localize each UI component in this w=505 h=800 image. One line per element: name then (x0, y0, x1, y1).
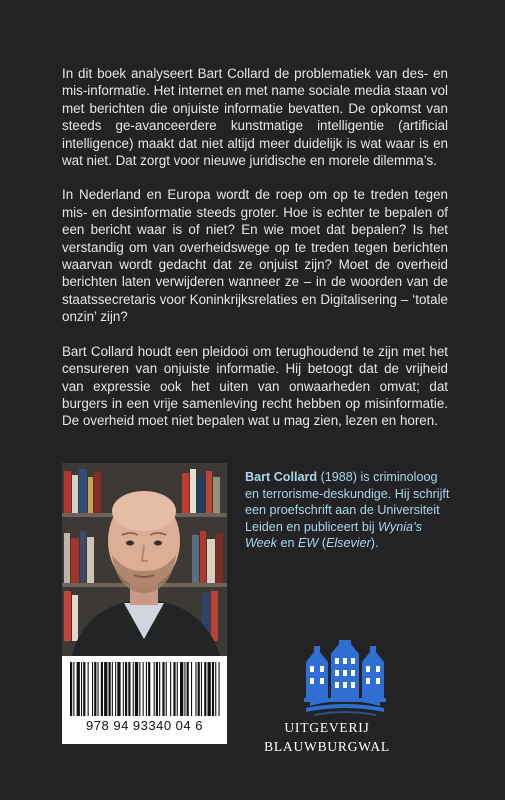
barcode-bar (128, 662, 130, 716)
barcode-bar (187, 662, 189, 716)
barcode-bar (154, 662, 155, 716)
barcode-bar (123, 662, 124, 716)
back-cover-blurb (62, 65, 448, 447)
barcode-bar (159, 662, 160, 716)
barcode-bar (112, 662, 113, 716)
barcode-bar (98, 662, 99, 716)
barcode-bar (191, 662, 192, 716)
publisher-line-2: BLAUWBURGWAL (264, 739, 390, 754)
barcode-bar (170, 662, 171, 716)
barcode-bar (143, 662, 144, 716)
barcode-bar (204, 662, 206, 716)
barcode-bar (117, 662, 120, 716)
canal-houses-icon (300, 640, 390, 718)
bio-text: (1988) is criminoloog en terrorisme-deskundige. Hij schrijft een proefschrift aan de Universiteit Leiden en publiceert bij (245, 470, 450, 534)
barcode-bar (73, 662, 74, 716)
author-portrait-illustration (62, 463, 227, 656)
publisher-name (232, 718, 422, 756)
publication-elsevier: Elsevier (325, 536, 371, 551)
bio-and: en (276, 536, 298, 551)
barcode-bar (94, 662, 96, 716)
barcode-bar (162, 662, 164, 716)
barcode-bar (133, 662, 134, 716)
barcode-bars (68, 662, 221, 716)
blurb-paragraph-1: In dit boek analyseert Bart Collard de problematiek van des- en mis-informatie. Het internet en met name sociale media staan vol met berichten die onjuiste informatie bevatten. De opkomst van steeds ge-avanceerdere kunstmatige intelligentie (artificial intelligence) maakt dat niet altijd meer duidelijk is wat waar is en wat niet. Dat zorgt voor nieuwe juridische en morele dilemma’s. (62, 66, 448, 169)
barcode-bar (77, 662, 80, 716)
publication-wynias-week: Wynia’s Week (245, 519, 422, 551)
blurb-paragraph-2: In Nederland en Europa wordt de roep om op te treden tegen mis- en desinformatie steeds groter. Hoe is echter te bepalen of een bericht waar is of niet? En wie moet dat bepalen? Is het verstandig om van overheidswege op te treden tegen berichten waarvan wordt gedacht dat ze onjuist zijn? Moet de overheid berichten laten verwijderen wanneer ze – in de woorden van de staatssecretaris voor Koninkrijksrelaties en Digitalisering – ‘totale onzin’ zijn? (62, 187, 448, 325)
barcode-bar (81, 662, 82, 716)
bio-paren-open: ( (318, 536, 326, 551)
barcode-bar (198, 662, 200, 716)
barcode-bar (88, 662, 89, 716)
barcode-bar (166, 662, 167, 716)
publisher-logo (300, 640, 390, 718)
barcode-bar (109, 662, 111, 716)
author-name: Bart Collard (245, 470, 318, 484)
author-bio (245, 469, 450, 552)
barcode-bar (146, 662, 147, 716)
barcode-bar (92, 662, 93, 716)
barcode-bar (135, 662, 138, 716)
barcode-bar (115, 662, 116, 716)
barcode-bar (208, 662, 211, 716)
barcode-bar (104, 662, 107, 716)
blurb-paragraph-3: Bart Collard houdt een pleidooi om terughoudend te zijn met het censureren van onjuiste informatie. Hij betoogt dat de vrijheid van expressie ook het uiten van onwaarheden omvat; dat burgers in een vrije samenleving recht hebben op misinformatie. De overheid moet niet bepalen wat u mag zien, lezen en horen. (62, 343, 448, 429)
barcode-bar (195, 662, 196, 716)
barcode-bar (173, 662, 175, 716)
barcode-bar (101, 662, 103, 716)
barcode-bar (201, 662, 202, 716)
barcode-bar (215, 662, 216, 716)
barcode-bar (139, 662, 140, 716)
bio-paren-close: ). (370, 536, 379, 551)
publisher-line-1: UITGEVERIJ (284, 720, 370, 735)
barcode-bar (212, 662, 214, 716)
publication-ew: EW (297, 536, 319, 551)
barcode-bar (148, 662, 150, 716)
author-photo (62, 463, 227, 656)
barcode-bar (156, 662, 158, 716)
barcode-bar (125, 662, 127, 716)
barcode-bar (83, 662, 85, 716)
barcode-bar (180, 662, 183, 716)
isbn-barcode (62, 656, 227, 744)
barcode-bar (219, 662, 220, 716)
isbn-number: 978 94 93340 04 6 (86, 718, 203, 733)
barcode-bar (177, 662, 178, 716)
barcode-bar (70, 662, 72, 716)
barcode-bar (184, 662, 185, 716)
